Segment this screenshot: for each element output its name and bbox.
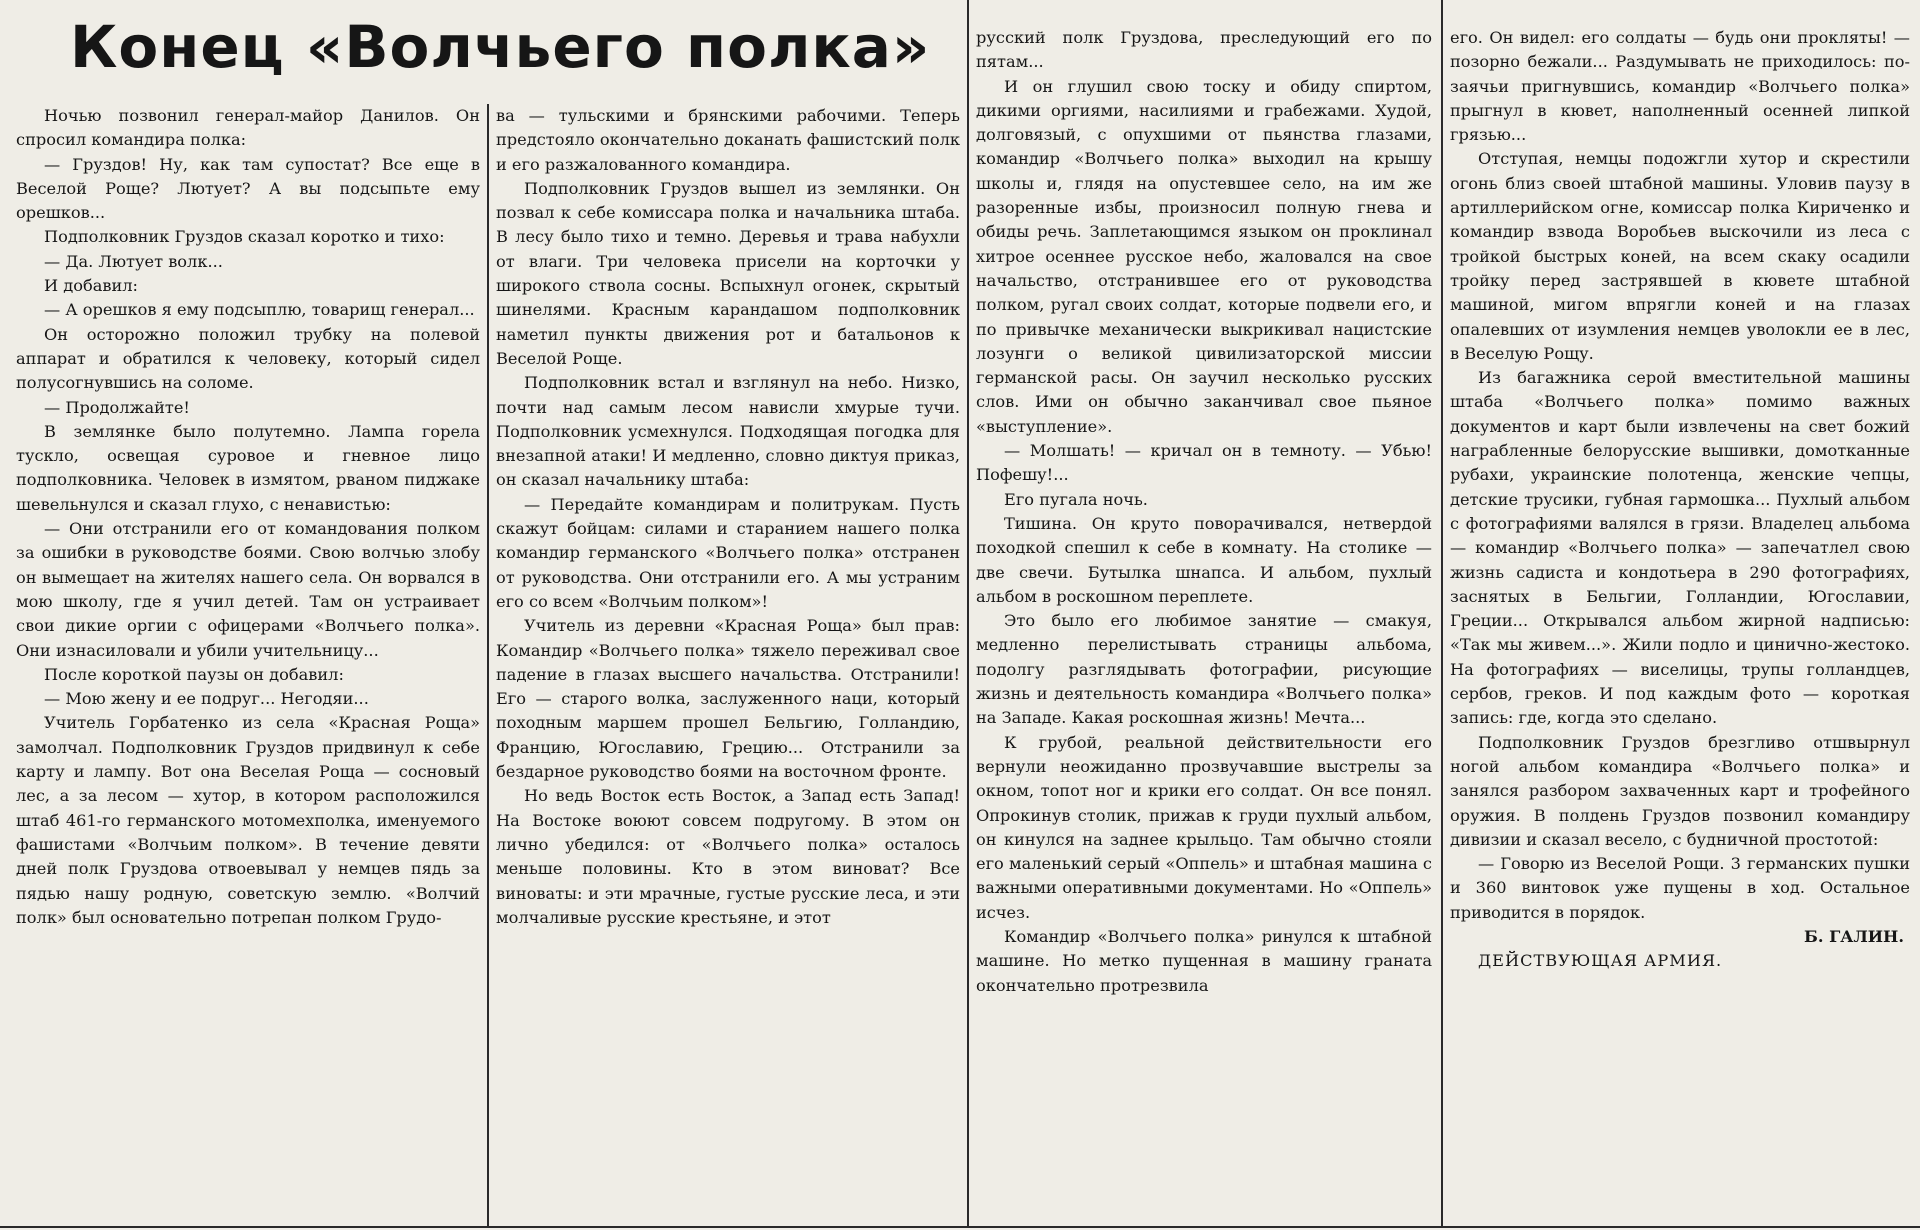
paragraph: После короткой паузы он добавил: [44, 664, 344, 684]
paragraph: — Продолжайте! [44, 397, 190, 417]
column-divider [967, 0, 969, 1226]
column-divider [487, 104, 489, 1226]
paragraph: В землянке было полутемно. Лампа горела тускло, освещая суровое и гневное лицо подполковника. Человек в измятом, рваном пиджаке шевельнулся и сказал глухо, с ненавистью: [16, 421, 480, 514]
paragraph: И добавил: [44, 276, 139, 296]
bottom-rule [0, 1226, 1920, 1228]
paragraph: Ночью позвонил генерал-майор Данилов. Он спросил командира полка: [16, 106, 480, 150]
paragraph: Командир «Волчьего полка» ринулся к штабной машине. Но метко пущенная в машину граната окончательно протрезвила [976, 926, 1432, 995]
paragraph-continued: русский полк Груздова, преследующий его по пятам... [976, 28, 1432, 72]
article-column-4 [1450, 26, 1910, 1226]
paragraph: — Говорю из Веселой Рощи. 3 германских пушки и 360 винтовок уже пущены в ход. Остальное приводится в порядок. [1450, 854, 1910, 922]
paragraph: — Молшать! — кричал он в темноту. — Убью! Пофешу!... [976, 441, 1432, 485]
article-headline: Конец «Волчьего полка» [70, 13, 931, 81]
paragraph: Отступая, немцы подожгли хутор и скрестили огонь близ своей штабной машины. Уловив паузу в артиллерийском огне, комиссар полка Кириченко и командир взвода Воробьев выскочили из леса с тройкой быстрых коней, на всем скаку осадили тройку перед застрявшей в кювете штабной машиной, мигом впрягли коней и на глазах опалевших от изумления немцев уволокли ее в лес, в Веселую Рощу. [1450, 149, 1910, 363]
paragraph: Учитель Горбатенко из села «Красная Роща» замолчал. Подполковник Груздов придвинул к себе карту и лампу. Вот она Веселая Роща — сосновый лес, а за лесом — хутор, в котором расположился штаб 461-го германского мотомехполка, именуемого фашистами «Волчьим полком». В течение девяти дней полк Груздова отвоевывал у немцев пядь за пядью нашу родную, советскую землю. «Волчий полк» был основательно потрепан полком Грудо- [16, 713, 480, 927]
paragraph: Тишина. Он круто поворачивался, нетвердой походкой спешил к себе в комнату. На столике — две свечи. Бутылка шнапса. И альбом, пухлый альбом в роскошном переплете. [976, 513, 1432, 606]
paragraph-continued: ва — тульскими и брянскими рабочими. Теперь предстояло окончательно доканать фашистский полк и его разжалованного командира. [496, 106, 960, 174]
paragraph: К грубой, реальной действительности его вернули неожиданно прозвучавшие выстрелы за окном, топот ног и крики его солдат. Он все понял. Опрокинув столик, прижав к груди пухлый альбом, он кинулся на заднее крыльцо. Там обычно стояли его маленький серый «Оппель» и штабная машина с важными оперативными документами. Но «Оппель» исчез. [976, 732, 1432, 922]
paragraph: — А орешков я ему подсыплю, товарищ генерал... [44, 300, 475, 320]
paragraph: Это было его любимое занятие — смакуя, медленно перелистывать страницы альбома, подолгу разглядывать фотографии, рисующие жизнь и деятельность командира «Волчьего полка» на Западе. Какая роскошная жизнь! Мечта... [976, 611, 1432, 728]
article-column-2 [496, 104, 960, 1226]
paragraph: — Мою жену и ее подруг... Негодяи... [44, 689, 369, 709]
paragraph: Подполковник Груздов сказал коротко и тихо: [44, 227, 445, 247]
paragraph: — Груздов! Ну, как там супостат? Все еще в Веселой Роще? Лютует? А вы подсыпьте ему орешков... [16, 154, 480, 223]
paragraph: Но ведь Восток есть Восток, а Запад есть Запад! На Востоке воюют совсем подругому. В этом он лично убедился: от «Волчьего полка» осталось меньше половины. Кто в этом виноват? Все виноваты: и эти мрачные, густые русские леса, и эти молчаливые русские крестьяне, и этот [496, 786, 960, 927]
paragraph: — Да. Лютует волк... [44, 251, 223, 271]
paragraph: И он глушил свою тоску и обиду спиртом, дикими оргиями, насилиями и грабежами. Худой, долговязый, с опухшими от пьянства глазами, командир «Волчьего полка» выходил на крышу школы и, глядя на опустевшее село, на им же разоренные избы, произносил полную гнева и обиды речь. Заплетающимся языком он проклинал хитрое осеннее русское небо, жаловался на свое начальство, отстранившее его от руководства полком, ругал своих солдат, которые подвели его, и по привычке механически выкрикивал нацистские лозунги о великой цивилизаторской миссии германской расы. Он заучил несколько русских слов. Ими он обычно заканчивал свое пьяное «выступление». [976, 76, 1432, 436]
paragraph: Подполковник Груздов вышел из землянки. Он позвал к себе комиссара полка и начальника штаба. В лесу было тихо и темно. Деревья и трава набухли от влаги. Три человека присели на корточки у широкого ствола сосны. Вспыхнул огонек, скрытый шинелями. Красным карандашом подполковник наметил пункты движения рот и батальонов к Веселой Роще. [496, 178, 960, 368]
paragraph: Его пугала ночь. [1004, 489, 1148, 509]
dateline: ДЕЙСТВУЮЩАЯ АРМИЯ. [1478, 951, 1723, 971]
paragraph: Подполковник встал и взглянул на небо. Низко, почти над самым лесом нависли хмурые тучи. Подполковник усмехнулся. Подходящая погодка для внезапной атаки! И медленно, словно диктуя приказ, он сказал начальнику штаба: [496, 373, 960, 490]
author-signature: Б. ГАЛИН. [1803, 926, 1904, 946]
paragraph: — Они отстранили его от командования полком за ошибки в руководстве боями. Свою волчью злобу он вымещает на жителях нашего села. Он ворвался в мою школу, где я учил детей. Там он устраивает свои дикие оргии с офицерами «Волчьего полка». Они изнасиловали и убили учительницу... [16, 519, 480, 660]
paragraph: Учитель из деревни «Красная Роща» был прав: Командир «Волчьего полка» тяжело переживал свое падение в глазах высшего начальства. Отстранили! Его — старого волка, заслуженного наци, который походным маршем прошел Бельгию, Голландию, Францию, Югославию, Грецию... Отстранили за бездарное руководство боями на восточном фронте. [496, 616, 960, 782]
article-column-3 [976, 26, 1432, 1226]
paragraph: Он осторожно положил трубку на полевой аппарат и обратился к человеку, который сидел полусогнувшись на соломе. [16, 324, 480, 393]
article-column-1 [16, 104, 480, 1226]
paragraph: Подполковник Груздов брезгливо отшвырнул ногой альбом командира «Волчьего полка» и занялся разбором захваченных карт и трофейного оружия. В полдень Груздов позвонил командиру дивизии и сказал весело, с будничной простотой: [1450, 732, 1910, 849]
paragraph: — Передайте командирам и политрукам. Пусть скажут бойцам: силами и старанием нашего полка командир германского «Волчьего полка» отстранен от руководства. Они отстранили его. А мы устраним его со всем «Волчьим полком»! [496, 494, 960, 611]
paragraph: Из багажника серой вместительной машины штаба «Волчьего полка» помимо важных документов и карт были извлечены на свет божий награбленные белорусские вышивки, домотканные рубахи, украинские полотенца, женские чепцы, детские трусики, губная гармошка... Пухлый альбом с фотографиями валялся в грязи. Владелец альбома — командир «Волчьего полка» — запечатлел свою жизнь садиста и кондотьера в 290 фотографиях, заснятых в Бельгии, Голландии, Югославии, Греции... Открывался альбом жирной надписью: «Так мы живем...». Жили подло и цинично-жестоко. На фотографиях — виселицы, трупы голландцев, сербов, греков. И под каждым фото — короткая запись: где, когда это сделано. [1450, 368, 1910, 728]
column-divider [1441, 0, 1443, 1226]
paragraph-continued: его. Он видел: его солдаты — будь они прокляты! — позорно бежали... Раздумывать не приходилось: по-заячьи пригнувшись, командир «Волчьего полка» прыгнул в кювет, наполненный осенней липкой грязью... [1450, 28, 1910, 145]
